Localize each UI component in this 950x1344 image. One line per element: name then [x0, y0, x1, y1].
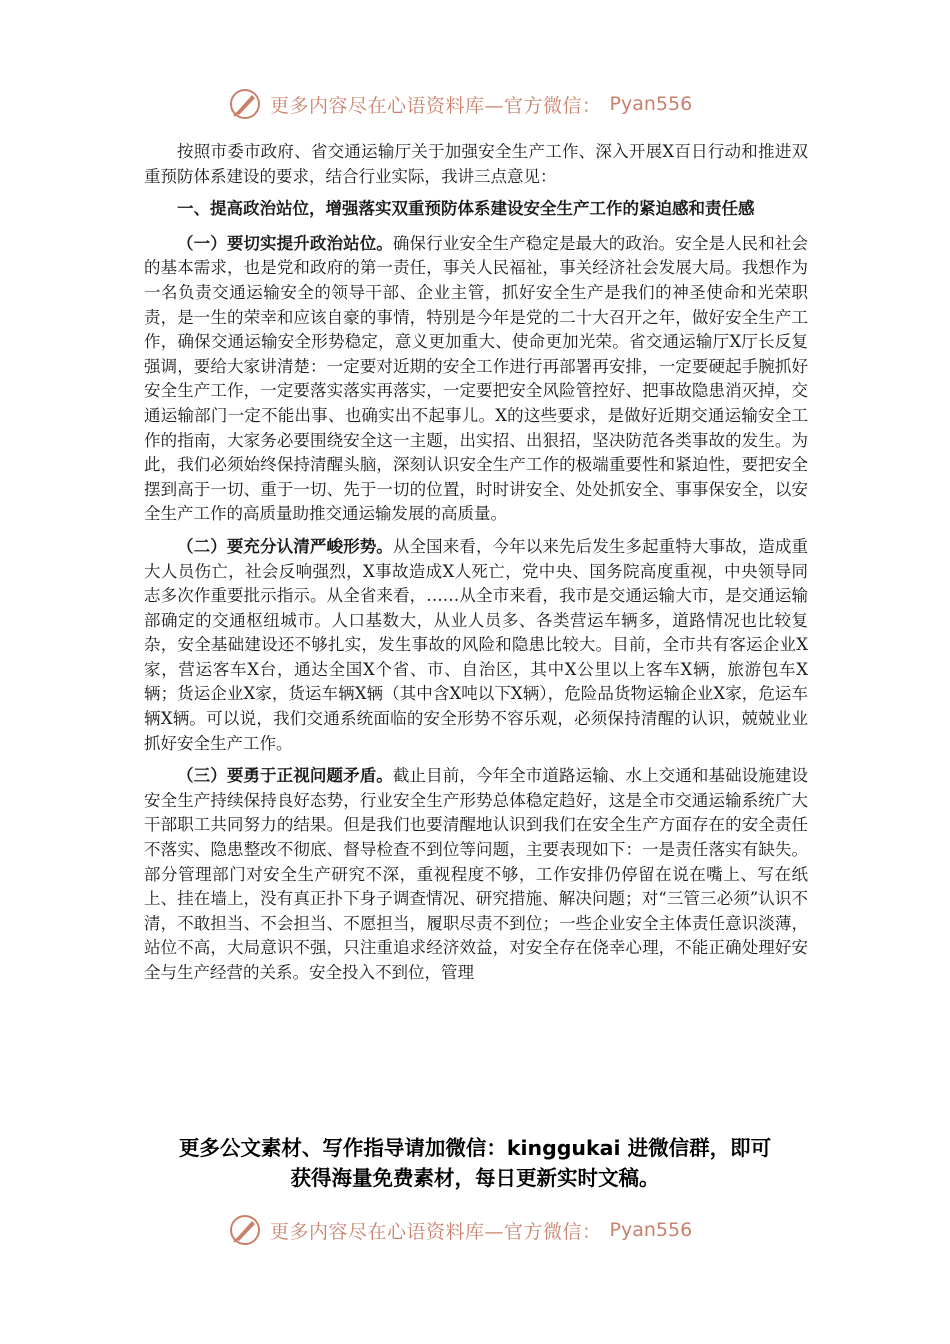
paragraph-1-body: 确保行业安全生产稳定是最大的政治。安全是人民和社会的基本需求，也是党和政府的第一责任，事关人民福祉，事关经济社会发展大局。我想作为一名负责交通运输安全的领导干部、企业主管，抓好安全生产是我们的神圣使命和光荣职责，是一生的荣幸和应该自豪的事情，特别是今年是党的二十大召开之年，做好安全生产工作，确保交通运输安全形势稳定，意义更加重大、使命更加光荣。省交通运输厅X厅长反复强调，要给大家讲清楚：一定要对近期的安全工作进行再部署再安排，一定要硬起手腕抓好安全生产工作，一定要落实落实再落实，一定要把安全风险管控好、把事故隐患消灭掉，交通运输部门一定不能出事、也确实出不起事儿。X的这些要求，是做好近期交通运输安全工作的指南，大家务必要围绕安全这一主题，出实招、出狠招，坚决防范各类事故的发生。为此，我们必须始终保持清醒头脑，深刻认识安全生产工作的极端重要性和紧迫性，要把安全摆到高于一切、重于一切、先于一切的位置，时时讲安全、处处抓安全、事事保安全，以安全生产工作的高质量助推交通运输发展的高质量。 [144, 233, 809, 524]
paragraph-1-lead: （一）要切实提升政治站位。 [177, 233, 393, 253]
watermark-text: 更多内容尽在心语资料库—官方微信： [270, 1220, 602, 1243]
paragraph-3 [144, 764, 808, 985]
paragraph-3-body: 截止目前，今年全市道路运输、水上交通和基础设施建设安全生产持续保持良好态势，行业安全生产形势总体稳定趋好，这是全市交通运输系统广大干部职工共同努力的结果。但是我们也要清醒地认识到我们在安全生产方面存在的安全责任不落实、隐患整改不彻底、督导检查不到位等问题，主要表现如下：一是责任落实有缺失。部分管理部门对安全生产研究不深，重视程度不够，工作安排仍停留在说在嘴上、写在纸上、挂在墙上，没有真正扑下身子调查情况、研究措施、解决问题；对“三管三必须”认识不清，不敢担当、不会担当、不愿担当，履职尽责不到位；一些企业安全主体责任意识淡薄，站位不高，大局意识不强，只注重追求经济效益，对安全存在侥幸心理，不能正确处理好安全与生产经营的关系。安全投入不到位，管理 [144, 766, 809, 982]
quill-pen-logo-icon [228, 1213, 262, 1247]
paragraph-2-lead: （二）要充分认清严峻形势。 [177, 536, 393, 556]
section-heading-1: 一、提高政治站位，增强落实双重预防体系建设安全生产工作的紧迫感和责任感 [177, 199, 755, 219]
watermark-wechat-id: Pyan556 [609, 1219, 693, 1241]
quill-pen-logo-icon [228, 87, 262, 121]
promo-line-2: 获得海量免费素材，每日更新实时文稿。 [290, 1166, 660, 1190]
header-watermark [228, 84, 748, 124]
watermark-wechat-id: Pyan556 [609, 93, 693, 115]
intro-paragraph: 按照市委市政府、省交通运输厅关于加强安全生产工作、深入开展X百日行动和推进双重预防体系建设的要求，结合行业实际，我讲三点意见： [144, 142, 808, 186]
paragraph-2 [144, 535, 808, 756]
watermark-text: 更多内容尽在心语资料库—官方微信： [270, 94, 602, 117]
promo-banner [100, 1133, 850, 1193]
promo-line-1: 更多公文素材、写作指导请加微信：kinggukai 进微信群，即可 [178, 1136, 772, 1160]
paragraph-1 [144, 232, 808, 527]
document-body [144, 140, 808, 994]
paragraph-2-body: 从全国来看，今年以来先后发生多起重特大事故，造成重大人员伤亡，社会反响强烈，X事故造成X人死亡，党中央、国务院高度重视，中央领导同志多次作重要批示指示。从全省来看，……从全市来看，我市是交通运输大市，是交通运输部确定的交通枢纽城市。人口基数大，从业人员多、各类营运车辆多，道路情况也比较复杂，安全基础建设还不够扎实，发生事故的风险和隐患比较大。目前，全市共有客运企业X家，营运客车X台，通达全国X个省、市、自治区，其中X公里以上客车X辆，旅游包车X辆；货运企业X家，货运车辆X辆（其中含X吨以下X辆），危险品货物运输企业X家，危运车辆X辆。可以说，我们交通系统面临的安全形势不容乐观，必须保持清醒的认识，兢兢业业抓好安全生产工作。 [144, 536, 809, 753]
footer-watermark [228, 1210, 748, 1250]
paragraph-3-lead: （三）要勇于正视问题矛盾。 [177, 766, 393, 786]
